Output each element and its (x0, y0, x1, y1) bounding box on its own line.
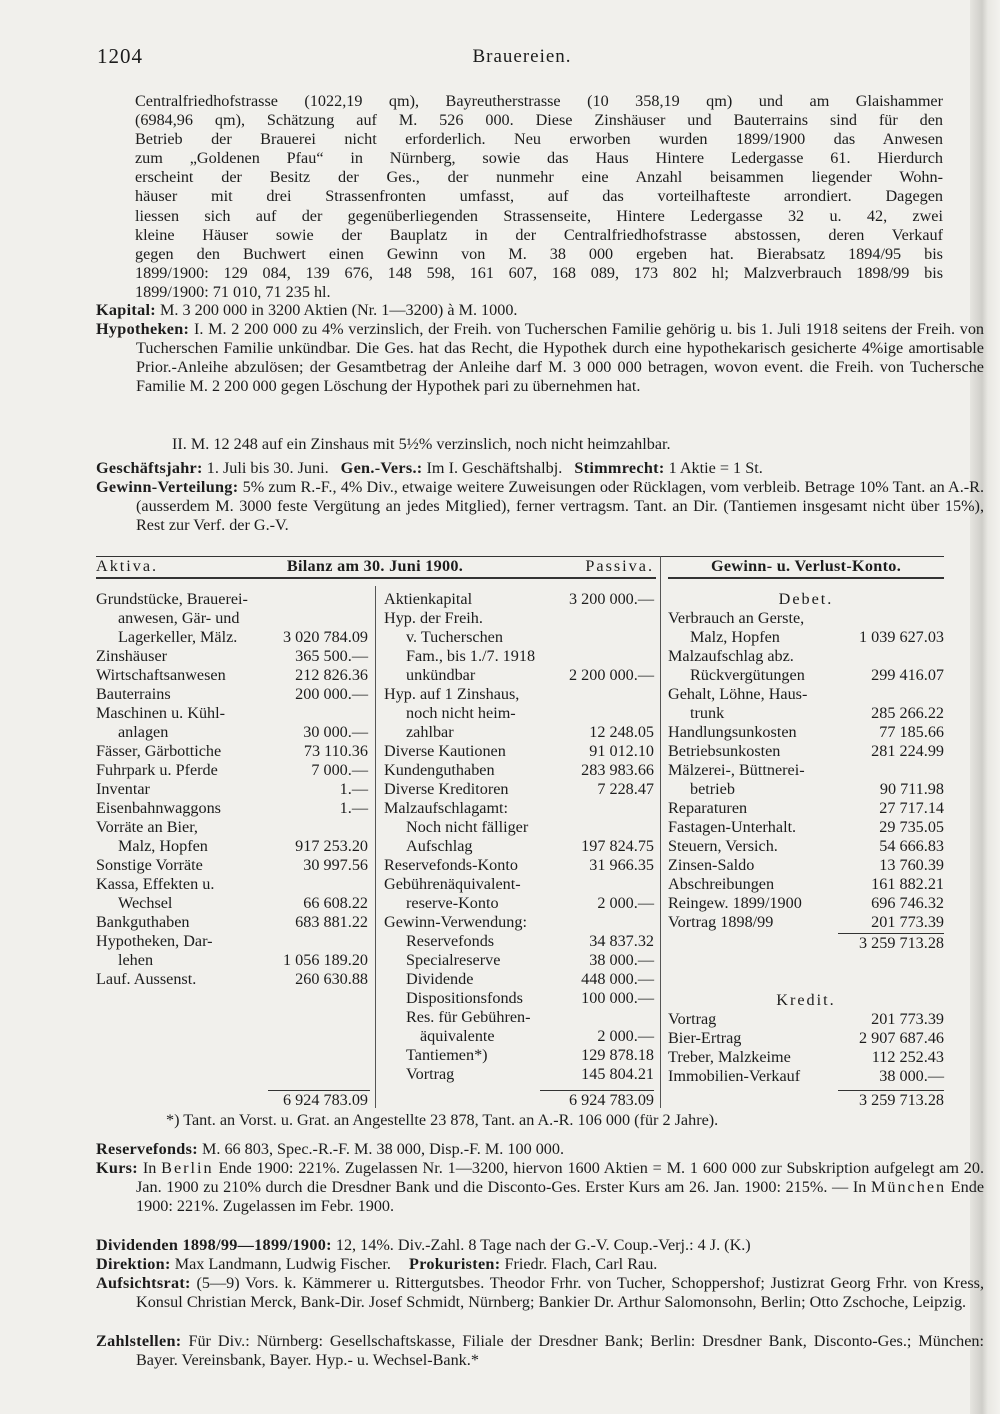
gewinn-verteilung-section (96, 478, 984, 535)
debet-item-label: Abschreibungen (668, 875, 775, 893)
aktiva-row (96, 951, 368, 970)
aktiva-item-label: anwesen, Gär- und (118, 609, 240, 627)
gewinn-verteilung-text: 5% zum R.-F., 4% Div., etwaige weitere Zuweisungen oder Rücklagen, vom verbleib. Betrage 10% Tant. an A.-R. (ausserdem M. 3000 feste Vergütung an jedes Mitglied), ferner vertragsm. Tant. an Dir. (Tantiemen insgesamt nicht über 15%), Rest zur Verf. der G.-V. (136, 478, 985, 535)
passiva-item-label: Vortrag (406, 1065, 455, 1083)
passiva-row (384, 856, 654, 875)
kredit-column (668, 1010, 944, 1086)
aktiva-item-label: Kassa, Effekten u. (96, 875, 215, 893)
intro-line: 1899/1900: 129 084, 139 676, 148 598, 161 607, 168 089, 173 802 hl; Malzverbrauch 1898/99 bis (135, 263, 943, 282)
aktiva-row (96, 685, 368, 704)
debet-item-value: 696 746.32 (871, 894, 944, 912)
aktiva-row (96, 780, 368, 799)
aufsichtsrat-label: Aufsichtsrat: (96, 1274, 191, 1292)
passiva-item-label: Reservefonds-Konto (384, 856, 518, 874)
passiva-item-label: Reservefonds (406, 932, 495, 950)
page-header (97, 44, 947, 74)
passiva-row (384, 1008, 654, 1027)
hypotheken-label: Hypotheken: (96, 320, 190, 338)
hypotheken-text-1: I. M. 2 200 000 zu 4% verzinslich, der Freih. von Tucherschen Familie gehörig u. bis 1. Juli 1918 seitens der Freih. von Tucherschen Familie unkündbar. Die Ges. hat das Recht, die Hypothek durch eine hypothekarisch gesicherte 4%ige amortisable Prior.-Anleihe abzulösen; der Gesamtbetrag der Anleihe darf M. 3 000 000 betragen, wovon event. die Freih. von Tuchersche Familie M. 2 200 000 gegen Löschung der Hypothek pari zu übernehmen hat. (136, 320, 985, 396)
passiva-item-label: Dividende (406, 970, 474, 988)
kredit-row (668, 1067, 944, 1086)
aktiva-row (96, 970, 368, 989)
intro-line: Betrieb der Brauerei nicht erforderlich. Neu erworben wurden 1899/1900 das Anwesen (135, 130, 943, 149)
debet-item-value: 1 039 627.03 (859, 628, 944, 646)
intro-line: 1899/1900: 71 010, 71 235 hl. (135, 282, 331, 301)
aktiva-row (96, 590, 368, 609)
dividenden-label: Dividenden 1898/99—1899/1900: (96, 1236, 332, 1254)
debet-item-value: 201 773.39 (871, 913, 944, 931)
passiva-item-label: noch nicht heim- (406, 704, 516, 722)
kredit-row (668, 1010, 944, 1029)
intro-line: liessen sich auf der gegenüberliegenden Strassenseite, Hintere Ledergasse 32 u. 42, zwei (135, 206, 943, 225)
dividenden-section (96, 1236, 944, 1255)
debet-item-label: Fastagen-Unterhalt. (668, 818, 797, 836)
intro-line: Centralfriedhofstrasse (1022,19 qm), Bayreutherstrasse (10 358,19 qm) und am Glaishammer (135, 92, 943, 110)
bilanz-header-rule (96, 577, 656, 579)
aktiva-row (96, 723, 368, 742)
aktiva-item-value: 66 608.22 (303, 894, 368, 912)
kurs-city-muenchen: München (870, 1178, 947, 1197)
intro-line: erscheint der Besitz der Ges., der nunmehr eine Anzahl beisammen liegender Wohn- (135, 168, 943, 187)
passiva-row (384, 818, 654, 837)
kredit-row (668, 1029, 944, 1048)
passiva-item-label: unkündbar (406, 666, 476, 684)
intro-line: kleine Häuser sowie der Bauplatz in der Centralfriedhofstrasse abstossen, deren Verkauf (135, 225, 943, 244)
passiva-row (384, 780, 654, 799)
debet-item-label: Mälzerei-, Büttnerei- (668, 761, 805, 779)
debet-row (668, 894, 944, 913)
intro-line: gegen den Buchwert einen Gewinn von M. 38 000 ergeben hat. Bierabsatz 1894/95 bis (135, 244, 943, 263)
zahlstellen-label: Zahlstellen: (96, 1332, 182, 1350)
aktiva-item-value: 260 630.88 (295, 970, 368, 988)
passiva-item-value: 2 000.— (597, 894, 654, 912)
passiva-row (384, 932, 654, 951)
debet-item-label: Handlungsunkosten (668, 723, 797, 741)
aktiva-item-value: 7 000.— (311, 761, 368, 779)
debet-item-label: Malzaufschlag abz. (668, 647, 794, 665)
passiva-item-label: Aktienkapital (384, 590, 473, 608)
passiva-item-label: Tantiemen*) (406, 1046, 488, 1064)
kurs-section (96, 1159, 984, 1216)
passiva-label: Passiva. (585, 557, 654, 575)
aktiva-item-value: 30 997.56 (303, 856, 368, 874)
passiva-item-label: Kundenguthaben (384, 761, 495, 779)
passiva-row (384, 1027, 654, 1046)
debet-item-label: Betriebsunkosten (668, 742, 781, 760)
aktiva-row (96, 818, 368, 837)
gewinn-verteilung-label: Gewinn-Verteilung: (96, 478, 239, 496)
debet-row (668, 818, 944, 837)
aktiva-item-label: Fässer, Gärbottiche (96, 742, 222, 760)
debet-item-value: 90 711.98 (879, 780, 944, 798)
aktiva-row (96, 894, 368, 913)
passiva-row (384, 685, 654, 704)
passiva-item-label: Noch nicht fälliger (406, 818, 529, 836)
kredit-item-label: Vortrag (668, 1010, 717, 1028)
passiva-column (384, 590, 654, 1084)
passiva-item-value: 38 000.— (589, 951, 654, 969)
aktiva-passiva-divider (375, 586, 376, 1108)
kredit-item-value: 2 907 687.46 (859, 1029, 944, 1047)
passiva-row (384, 799, 654, 818)
passiva-item-label: Malzaufschlagamt: (384, 799, 509, 817)
passiva-item-value: 448 000.— (581, 970, 654, 988)
passiva-item-label: äquivalente (420, 1027, 495, 1045)
aktiva-total-row (96, 1091, 368, 1110)
passiva-row (384, 875, 654, 894)
hypotheken-text-2: II. M. 12 248 auf ein Zinshaus mit 5½% verzinslich, noch nicht heimzahlbar. (172, 435, 671, 453)
aktiva-item-label: lehen (118, 951, 154, 969)
aktiva-row (96, 837, 368, 856)
aktiva-row (96, 647, 368, 666)
kredit-label: Kredit. (776, 991, 836, 1009)
passiva-row (384, 951, 654, 970)
passiva-item-label: reserve-Konto (406, 894, 499, 912)
debet-item-value: 299 416.07 (871, 666, 944, 684)
debet-total: 3 259 713.28 (859, 934, 944, 952)
debet-item-label: Rückvergütungen (690, 666, 805, 684)
aktiva-item-label: Vorräte an Bier, (96, 818, 198, 836)
bilanz-guv-divider (660, 556, 661, 1108)
aktiva-row (96, 799, 368, 818)
passiva-row (384, 647, 654, 666)
aktiva-label: Aktiva. (96, 557, 159, 575)
aktiva-row (96, 666, 368, 685)
zahlstellen-section (96, 1332, 984, 1370)
debet-item-label: betrieb (690, 780, 735, 798)
direktion-text: Max Landmann, Ludwig Fischer. (174, 1255, 391, 1273)
aktiva-row (96, 609, 368, 628)
debet-item-value: 54 666.83 (879, 837, 944, 855)
passiva-row (384, 704, 654, 723)
debet-row (668, 856, 944, 875)
aktiva-item-label: Wirtschaftsanwesen (96, 666, 226, 684)
prokuristen-label: Prokuristen: (409, 1255, 501, 1273)
aktiva-total: 6 924 783.09 (283, 1091, 368, 1109)
debet-row (668, 742, 944, 761)
debet-item-value: 161 882.21 (871, 875, 944, 893)
passiva-item-value: 283 983.66 (581, 761, 654, 779)
debet-item-label: Verbrauch an Gerste, (668, 609, 805, 627)
intro-line: zum „Goldenen Pfau“ in Nürnberg, sowie das Haus Hintere Ledergasse 61. Hierdurch (135, 149, 943, 168)
kredit-item-label: Bier-Ertrag (668, 1029, 742, 1047)
guv-kredit-header (668, 991, 944, 1010)
aktiva-item-value: 683 881.22 (295, 913, 368, 931)
kredit-item-value: 38 000.— (879, 1067, 944, 1085)
direktion-label: Direktion: (96, 1255, 171, 1273)
intro-line: häuser mit drei Strassenfronten umfasst, auf das vorteilhafteste arrondiert. Dagegen (135, 187, 943, 206)
passiva-row (384, 894, 654, 913)
debet-item-label: trunk (690, 704, 725, 722)
passiva-item-value: 91 012.10 (589, 742, 654, 760)
guv-header-rule (668, 577, 944, 579)
aktiva-item-label: Lauf. Aussenst. (96, 970, 197, 988)
aufsichtsrat-section (96, 1274, 984, 1312)
passiva-row (384, 1065, 654, 1084)
passiva-total-row (384, 1091, 654, 1110)
passiva-item-value: 7 228.47 (597, 780, 654, 798)
passiva-item-value: 31 966.35 (589, 856, 654, 874)
aktiva-item-label: Wechsel (118, 894, 173, 912)
passiva-item-label: Diverse Kautionen (384, 742, 506, 760)
debet-total-row (668, 934, 944, 953)
zahlstellen-star: * (470, 1351, 479, 1370)
debet-row (668, 647, 944, 666)
debet-item-value: 285 266.22 (871, 704, 944, 722)
prokuristen-text: Friedr. Flach, Carl Rau. (504, 1255, 658, 1273)
aufsichtsrat-text: (5—9) Vors. k. Kämmerer u. Rittergutsbes. Theodor Frhr. von Tucher, Schoppershof; Justizrat Georg Frhr. von Kress, Konsul Christian Merck, Bank-Dir. Josef Schmidt, Nürnberg; Bankier Dr. Arthur Salomonsohn, Berlin; Otto Zschoche, Leipzig. (136, 1274, 984, 1312)
aktiva-item-label: Inventar (96, 780, 150, 798)
hypotheken-ii (96, 435, 1000, 454)
bilanz-title: Bilanz am 30. Juni 1900. (286, 557, 464, 575)
kredit-row (668, 1048, 944, 1067)
reservefonds-text: M. 66 803, Spec.-R.-F. M. 38 000, Disp.-F. M. 100 000. (201, 1140, 565, 1158)
aktiva-item-label: Bankguthaben (96, 913, 190, 931)
zahlstellen-text: Für Div.: Nürnberg: Gesellschaftskasse, Filiale der Dresdner Bank; Berlin: Dresdner Bank, Disconto-Ges.; München: Bayer. Vereinsbank, Bayer. Hyp.- u. Wechsel-Bank. (136, 1332, 984, 1370)
page-number: 1204 (97, 44, 143, 68)
aktiva-item-label: Sonstige Vorräte (96, 856, 203, 874)
debet-item-value: 77 185.66 (879, 723, 944, 741)
passiva-row (384, 723, 654, 742)
kredit-item-value: 112 252.43 (871, 1048, 944, 1066)
aktiva-row (96, 932, 368, 951)
aktiva-item-label: Eisenbahnwaggons (96, 799, 221, 817)
reservefonds-label: Reservefonds: (96, 1140, 198, 1158)
reservefonds-section (96, 1140, 944, 1159)
aktiva-row (96, 742, 368, 761)
guv-debet-header (668, 590, 944, 609)
dividenden-text: 12, 14%. Div.-Zahl. 8 Tage nach der G.-V. Coup.-Verj.: 4 J. (K.) (335, 1236, 751, 1254)
debet-item-label: Vortrag 1898/99 (668, 913, 774, 931)
aktiva-row (96, 875, 368, 894)
aktiva-row (96, 628, 368, 647)
debet-item-label: Reparaturen (668, 799, 748, 817)
debet-item-value: 29 735.05 (879, 818, 944, 836)
aktiva-item-label: Hypotheken, Dar- (96, 932, 213, 950)
passiva-item-value: 2 200 000.— (569, 666, 654, 684)
passiva-row (384, 989, 654, 1008)
passiva-item-label: Dispositionsfonds (406, 989, 523, 1007)
passiva-row (384, 609, 654, 628)
running-title: Brauereien. (472, 46, 572, 67)
passiva-item-value: 100 000.— (581, 989, 654, 1007)
aktiva-item-label: Lagerkeller, Mälz. (118, 628, 238, 646)
debet-row (668, 723, 944, 742)
debet-item-label: Malz, Hopfen (690, 628, 780, 646)
aktiva-item-label: Malz, Hopfen (118, 837, 208, 855)
passiva-item-value: 197 824.75 (581, 837, 654, 855)
passiva-item-label: Hyp. der Freih. (384, 609, 483, 627)
geschaeftsjahr-line (96, 459, 944, 478)
passiva-item-label: Gewinn-Verwendung: (384, 913, 527, 931)
guv-header (668, 557, 944, 576)
passiva-item-value: 129 878.18 (581, 1046, 654, 1064)
geschaeftsjahr-text: 1. Juli bis 30. Juni. (206, 459, 329, 477)
debet-row (668, 761, 944, 780)
passiva-item-value: 34 837.32 (589, 932, 654, 950)
aktiva-item-label: Grundstücke, Brauerei- (96, 590, 248, 608)
kurs-text-1: In (142, 1159, 157, 1177)
debet-row (668, 704, 944, 723)
kapital-label: Kapital: (96, 301, 156, 319)
aktiva-row (96, 761, 368, 780)
passiva-row (384, 590, 654, 609)
debet-item-label: Zinsen-Saldo (668, 856, 755, 874)
kredit-total: 3 259 713.28 (859, 1091, 944, 1109)
guv-title: Gewinn- u. Verlust-Konto. (710, 557, 902, 575)
debet-row (668, 837, 944, 856)
bilanz-header (96, 557, 654, 576)
passiva-row (384, 666, 654, 685)
debet-row (668, 913, 944, 932)
passiva-item-label: Hyp. auf 1 Zinshaus, (384, 685, 520, 703)
kredit-item-label: Immobilien-Verkauf (668, 1067, 801, 1085)
passiva-row (384, 742, 654, 761)
kurs-city-berlin: Berlin (161, 1159, 214, 1177)
passiva-item-value: 12 248.05 (589, 723, 654, 741)
aktiva-column (96, 590, 368, 989)
aktiva-row (96, 856, 368, 875)
passiva-item-label: Diverse Kreditoren (384, 780, 509, 798)
kurs-text-3: Ende 1900: 221%. Zugelassen im Febr. 1900. (136, 1178, 985, 1216)
passiva-item-label: Aufschlag (406, 837, 473, 855)
aktiva-item-label: Zinshäuser (96, 647, 168, 665)
passiva-item-label: Specialreserve (406, 951, 501, 969)
bilanz-footnote: *) Tant. an Vorst. u. Grat. an Angestellte 23 878, Tant. an A.-R. 106 000 (für 2 Jahre). (166, 1111, 719, 1129)
aktiva-item-label: Fuhrpark u. Pferde (96, 761, 218, 779)
passiva-item-value: 2 000.— (597, 1027, 654, 1045)
debet-item-label: Gehalt, Löhne, Haus- (668, 685, 808, 703)
passiva-row (384, 1046, 654, 1065)
stimmrecht-text: 1 Aktie = 1 St. (668, 459, 763, 477)
aktiva-item-value: 3 020 784.09 (283, 628, 368, 646)
debet-item-value: 281 224.99 (871, 742, 944, 760)
aktiva-item-value: 1.— (339, 780, 368, 798)
passiva-row (384, 628, 654, 647)
passiva-item-value: 145 804.21 (581, 1065, 654, 1083)
intro-paragraph (135, 92, 943, 302)
kredit-item-value: 201 773.39 (871, 1010, 944, 1028)
intro-line: (6984,96 qm), Schätzung auf M. 526 000. Diese Zinshäuser und Bauterrains sind für den (135, 111, 943, 130)
aktiva-item-label: Maschinen u. Kühl- (96, 704, 226, 722)
aktiva-row (96, 704, 368, 723)
kapital-text: M. 3 200 000 in 3200 Aktien (Nr. 1—3200) à M. 1000. (160, 301, 518, 319)
kredit-total-row (668, 1091, 944, 1110)
debet-row (668, 799, 944, 818)
passiva-item-label: Res. für Gebühren- (406, 1008, 531, 1026)
aktiva-item-value: 917 253.20 (295, 837, 368, 855)
stimmrecht-label: Stimmrecht: (574, 459, 665, 477)
debet-row (668, 609, 944, 628)
aktiva-item-value: 30 000.— (303, 723, 368, 741)
kurs-text-2: Ende 1900: 221%. Zugelassen Nr. 1—3200, hiervon 1600 Aktien = M. 1 600 000 zur Subskription aufgelegt am 20. Jan. 1900 zu 210% durch die Dresdner Bank und die Disconto-Ges. Erster Kurs am 26. Jan. 1900: 215%. — In (136, 1159, 985, 1197)
gen-vers-text: Im I. Geschäftshalbj. (426, 459, 563, 477)
aktiva-item-label: Bauterrains (96, 685, 171, 703)
direktion-section (96, 1255, 944, 1274)
kapital-section (96, 301, 984, 320)
debet-item-label: Steuern, Versich. (668, 837, 778, 855)
aktiva-row (96, 913, 368, 932)
passiva-item-label: v. Tucherschen (406, 628, 503, 646)
debet-row (668, 875, 944, 894)
passiva-row (384, 761, 654, 780)
debet-label: Debet. (778, 590, 834, 608)
aktiva-item-value: 200 000.— (295, 685, 368, 703)
hypotheken-section (96, 320, 984, 396)
debet-row (668, 666, 944, 685)
aktiva-item-value: 1.— (339, 799, 368, 817)
aktiva-item-value: 212 826.36 (295, 666, 368, 684)
passiva-row (384, 837, 654, 856)
passiva-total: 6 924 783.09 (569, 1091, 654, 1109)
passiva-row (384, 970, 654, 989)
debet-item-label: Reingew. 1899/1900 (668, 894, 802, 912)
debet-row (668, 628, 944, 647)
passiva-item-label: zahlbar (406, 723, 454, 741)
debet-row (668, 780, 944, 799)
passiva-item-value: 3 200 000.— (569, 590, 654, 608)
passiva-item-label: Fam., bis 1./7. 1918 (406, 647, 536, 665)
aktiva-item-value: 1 056 189.20 (283, 951, 368, 969)
aktiva-item-value: 73 110.36 (303, 742, 368, 760)
geschaeftsjahr-label: Geschäftsjahr: (96, 459, 203, 477)
debet-row (668, 685, 944, 704)
debet-item-value: 27 717.14 (879, 799, 944, 817)
passiva-row (384, 913, 654, 932)
debet-item-value: 13 760.39 (879, 856, 944, 874)
passiva-item-label: Gebührenäquivalent- (384, 875, 521, 893)
gen-vers-label: Gen.-Vers.: (340, 459, 423, 477)
aktiva-item-value: 365 500.— (295, 647, 368, 665)
debet-column (668, 609, 944, 932)
aktiva-item-label: anlagen (118, 723, 169, 741)
kurs-label: Kurs: (96, 1159, 138, 1177)
kredit-item-label: Treber, Malzkeime (668, 1048, 791, 1066)
